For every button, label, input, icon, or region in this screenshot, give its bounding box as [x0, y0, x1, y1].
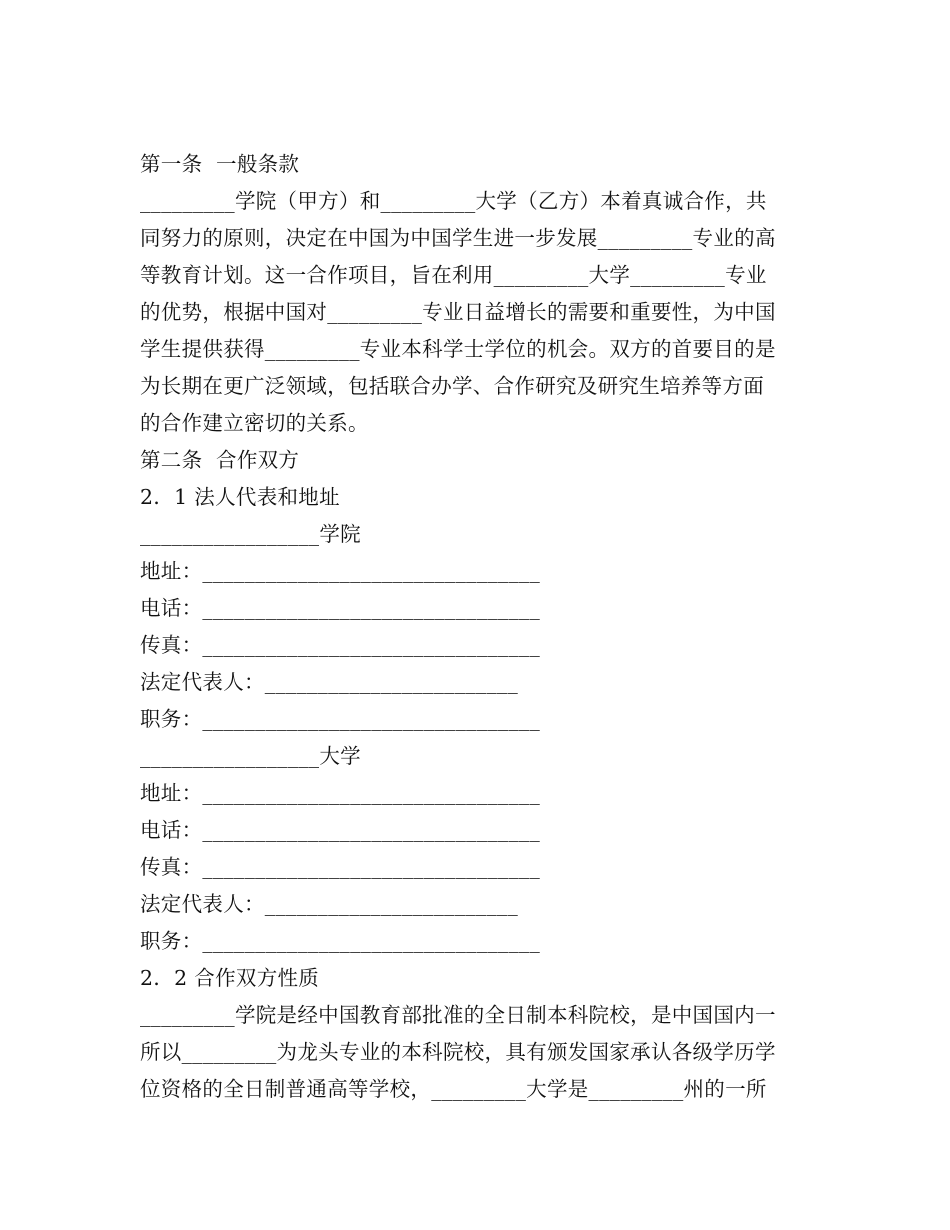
section-2-2-heading: 2．2 合作双方性质 [140, 966, 320, 990]
paragraph-line: 位资格的全日制普通高等学校，_________大学是_________州的一所 [140, 1077, 767, 1101]
document-body [140, 146, 812, 1108]
article-1-heading: 第一条 一般条款 [140, 152, 300, 176]
party-b-address-field: 地址：________________________________ [140, 781, 540, 805]
party-a-title-field: 职务：________________________________ [140, 707, 540, 731]
party-a-address-field: 地址：________________________________ [140, 559, 540, 583]
paragraph-line: _________学院（甲方）和_________大学（乙方）本着真诚合作，共 [140, 189, 767, 213]
paragraph-line: 的合作建立密切的关系。 [140, 411, 369, 435]
article-2-heading: 第二条 合作双方 [140, 448, 300, 472]
party-b-title-field: 职务：________________________________ [140, 929, 540, 953]
section-2-1-heading: 2．1 法人代表和地址 [140, 485, 340, 509]
paragraph-line: 等教育计划。这一合作项目，旨在利用_________大学_________专业 [140, 263, 767, 287]
party-a-legal-rep-field: 法定代表人：________________________ [140, 670, 518, 694]
party-a-phone-field: 电话：________________________________ [140, 596, 540, 620]
party-b-name-field: _________________大学 [140, 744, 361, 768]
party-b-fax-field: 传真：________________________________ [140, 855, 540, 879]
party-a-fax-field: 传真：________________________________ [140, 633, 540, 657]
paragraph-line: 学生提供获得_________专业本科学士学位的机会。双方的首要目的是 [140, 337, 776, 361]
party-b-phone-field: 电话：________________________________ [140, 818, 540, 842]
paragraph-line: 为长期在更广泛领域，包括联合办学、合作研究及研究生培养等方面 [140, 374, 764, 398]
party-b-legal-rep-field: 法定代表人：________________________ [140, 892, 518, 916]
paragraph-line: 的优势，根据中国对_________专业日益增长的需要和重要性，为中国 [140, 300, 776, 324]
party-a-name-field: _________________学院 [140, 522, 361, 546]
paragraph-line: 同努力的原则，决定在中国为中国学生进一步发展_________专业的高 [140, 226, 776, 250]
paragraph-line: _________学院是经中国教育部批准的全日制本科院校，是中国国内一 [140, 1003, 776, 1027]
paragraph-line: 所以_________为龙头专业的本科院校，具有颁发国家承认各级学历学 [140, 1040, 776, 1064]
